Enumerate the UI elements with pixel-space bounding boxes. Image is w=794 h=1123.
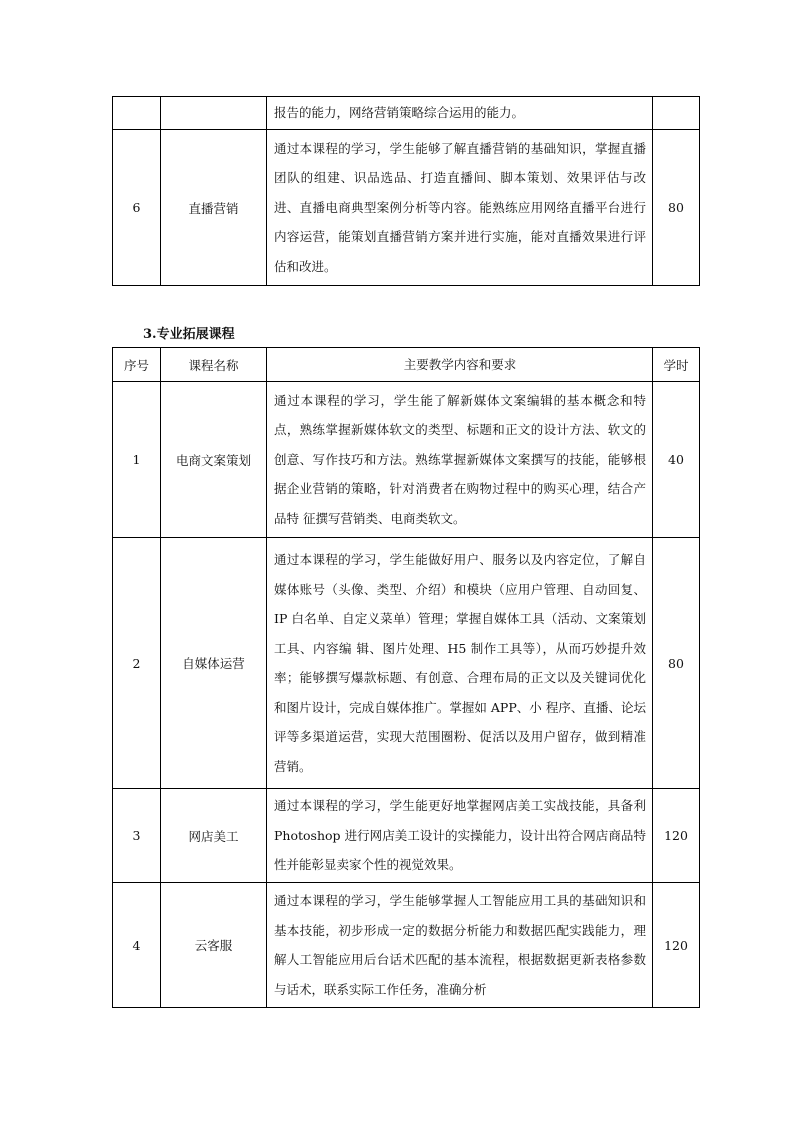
course-hours: 120 (653, 789, 700, 883)
table-row (113, 382, 700, 538)
row-number: 3 (113, 789, 161, 883)
row-number (113, 97, 161, 130)
course-name (161, 97, 267, 130)
course-hours (653, 97, 700, 130)
course-name: 电商文案策划 (161, 382, 267, 538)
row-number: 2 (113, 538, 161, 789)
section-heading: 3.专业拓展课程 (143, 327, 235, 342)
expansion-course-table (112, 347, 700, 1008)
row-number: 1 (113, 382, 161, 538)
table-row (113, 130, 700, 286)
course-description: 通过本课程的学习，学生能了解新媒体文案编辑的基本概念和特点，熟练掌握新媒体软文的类型、标题和正文的设计方法、软文的创意、写作技巧和方法。熟练掌握新媒体文案撰写的技能，能够根据企业营销的策略，针对消费者在购物过程中的购买心理，结合产品特 征撰写营销类、电商类软文。 (267, 382, 653, 538)
table-header-row (113, 348, 700, 382)
header-hours: 学时 (653, 348, 700, 382)
course-hours: 80 (653, 130, 700, 286)
table-row (113, 789, 700, 883)
course-description: 通过本课程的学习，学生能更好地掌握网店美工实战技能，具备利 Photoshop 进行网店美工设计的实操能力，设计出符合网店商品特性并能彰显卖家个性的视觉效果。 (267, 789, 653, 883)
course-description: 通过本课程的学习，学生能够掌握人工智能应用工具的基础知识和基本技能，初步形成一定的数据分析能力和数据匹配实践能力，理解人工智能应用后台话术匹配的基本流程，根据数据更新表格参数与话术，联系实际工作任务，准确分析 (267, 883, 653, 1008)
course-hours: 80 (653, 538, 700, 789)
course-description: 报告的能力，网络营销策略综合运用的能力。 (267, 97, 653, 130)
course-hours: 120 (653, 883, 700, 1008)
course-description: 通过本课程的学习，学生能够了解直播营销的基础知识，掌握直播团队的组建、识品选品、打造直播间、脚本策划、效果评估与改进、直播电商典型案例分析等内容。能熟练应用网络直播平台进行内容运营，能策划直播营销方案并进行实施，能对直播效果进行评估和改进。 (267, 130, 653, 286)
table-row (113, 883, 700, 1008)
course-description: 通过本课程的学习，学生能做好用户、服务以及内容定位，了解自媒体账号（头像、类型、介绍）和模块（应用户管理、自动回复、IP 白名单、自定义菜单）管理；掌握自媒体工具（活动、文案策划工具、内容编 辑、图片处理、H5 制作工具等），从而巧妙提升效率；能够撰写爆款标题、有创意、合理布局的正文以及关键词优化和图片设计，完成自媒体推广。掌握如 APP、小 程序、直播、论坛评等多渠道运营，实现大范围圈粉、促活以及用户留存，做到精准营销。 (267, 538, 653, 789)
header-description: 主要教学内容和要求 (267, 348, 653, 382)
table-row (113, 97, 700, 130)
row-number: 4 (113, 883, 161, 1008)
course-hours: 40 (653, 382, 700, 538)
header-number: 序号 (113, 348, 161, 382)
header-course-name: 课程名称 (161, 348, 267, 382)
course-name: 网店美工 (161, 789, 267, 883)
course-name: 直播营销 (161, 130, 267, 286)
row-number: 6 (113, 130, 161, 286)
course-name: 自媒体运营 (161, 538, 267, 789)
table-row (113, 538, 700, 789)
course-name: 云客服 (161, 883, 267, 1008)
course-table-continued (112, 96, 700, 286)
